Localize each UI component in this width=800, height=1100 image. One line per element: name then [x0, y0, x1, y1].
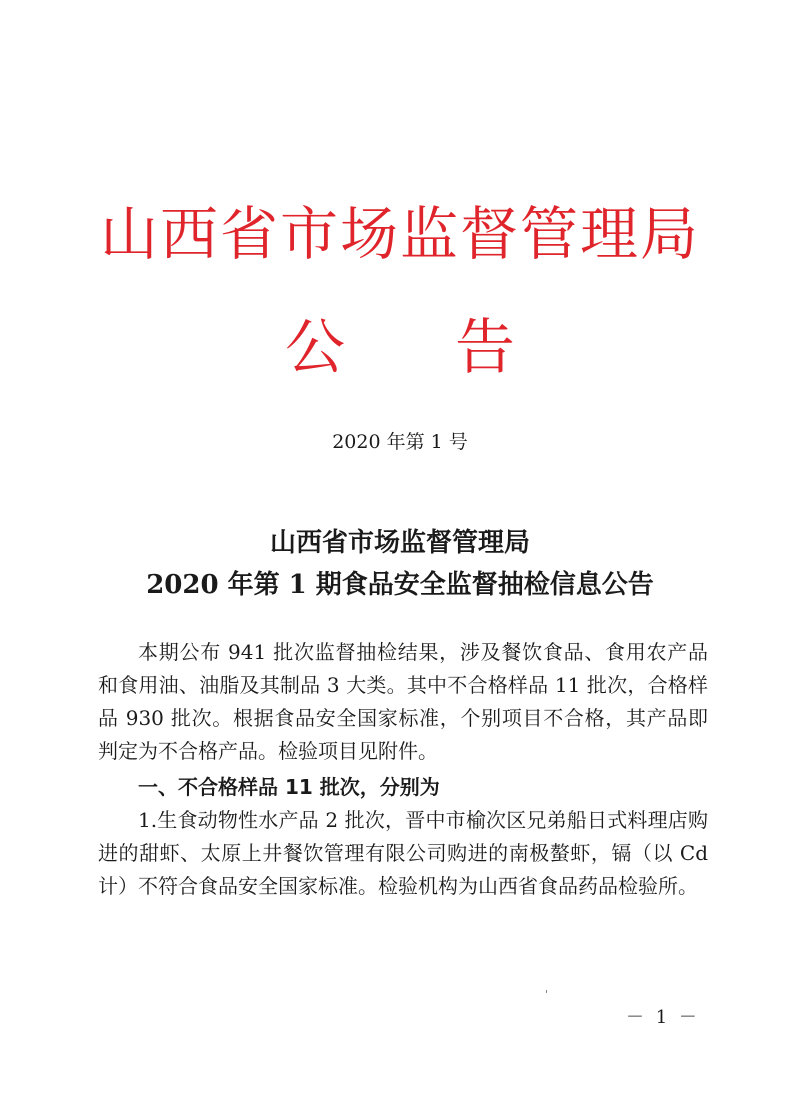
item-paragraph-1: 1.生食动物性水产品 2 批次，晋中市榆次区兄弟船日式料理店购进的甜虾、太原上井餐饮管理有限公司购进的南极螯虾，镉（以 Cd 计）不符合食品安全国家标准。检验机构为山西省食品药品检验所。 — [98, 808, 708, 898]
title-line-1: 山西省市场监督管理局 — [269, 528, 530, 558]
document-number: 2020 年第 1 号 — [332, 431, 468, 453]
announcement-title — [0, 522, 800, 606]
document-type-heading — [0, 313, 800, 383]
scan-speck — [546, 990, 547, 993]
section-heading-1: 一、不合格样品 11 批次，分别为 — [138, 775, 440, 799]
doc-type-right-char: 告 — [455, 313, 515, 383]
page-number: － 1 － — [626, 1007, 700, 1028]
doc-type-left-char: 公 — [285, 313, 345, 383]
title-line-2: 2020 年第 1 期食品安全监督抽检信息公告 — [146, 570, 654, 600]
document-body — [98, 636, 708, 903]
intro-paragraph: 本期公布 941 批次监督抽检结果，涉及餐饮食品、食用农产品和食用油、油脂及其制品 3 大类。其中不合格样品 11 批次，合格样品 930 批次。根据食品安全国家标准，个别项目不合格，其产品即判定为不合格产品。检验项目见附件。 — [98, 640, 708, 763]
agency-header: 山西省市场监督管理局 — [99, 200, 700, 268]
